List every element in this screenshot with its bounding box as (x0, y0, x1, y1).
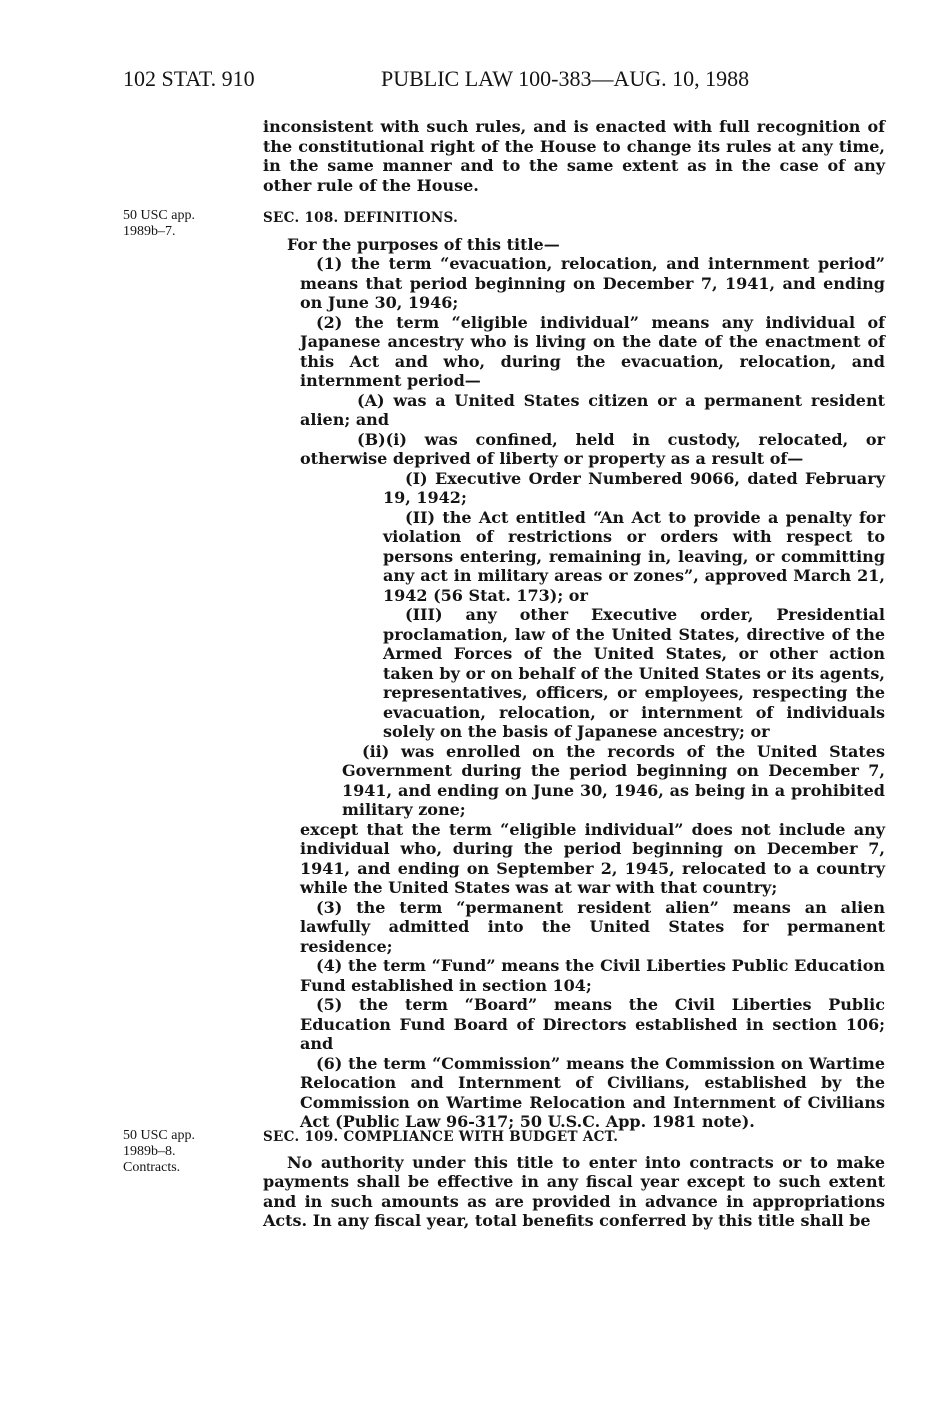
margin-note-line: 1989b–8. (123, 1144, 176, 1159)
definition-1: (1) the term “evacuation, relocation, and internment period” means that period beginning on December 7, 1941, and ending on June 30, 1946; (300, 254, 885, 312)
definition-2-B-ii: (ii) was enrolled on the records of the United States Government during the period beginning on December 7, 1941, and ending on June 30, 1946, as being in a prohibited military zone; (342, 741, 885, 819)
definition-2-A: (A) was a United States citizen or a permanent resident alien; and (300, 390, 885, 429)
definition-2-B-i: (B)(i) was confined, held in custody, relocated, or otherwise deprived of liberty or property as a result of— (300, 429, 885, 468)
intro-block (263, 117, 885, 195)
page-stat-citation: 102 STAT. 910 (123, 66, 255, 91)
section-108 (263, 209, 885, 1132)
margin-note-line: 50 USC app. (123, 1128, 195, 1143)
definition-2-B-i-III: (III) any other Executive order, Presidential proclamation, law of the United States, directive of the Armed Forces of the United States, or other action taken by or on behalf of the United States or its agents, representatives, officers, or employees, respecting the evacuation, relocation, or internment of individuals solely on the basis of Japanese ancestry; or (383, 605, 885, 741)
margin-note-line: 50 USC app. (123, 208, 195, 223)
margin-note-line: Contracts. (123, 1160, 181, 1175)
definition-6: (6) the term “Commission” means the Commission on Wartime Relocation and Internment of Civilians, established by the Commission on Wartime Relocation and Internment of Civilians Act (Public Law 96-317; 50 U.S.C. App. 1981 note). (300, 1053, 885, 1131)
definition-2-exception: except that the term “eligible individual” does not include any individual who, during the period beginning on December 7, 1941, and ending on September 2, 1945, relocated to a country while the United States was at war with that country; (300, 819, 885, 897)
margin-note-sec108 (123, 208, 195, 240)
section-109-text: No authority under this title to enter into contracts or to make payments shall be effective in any fiscal year except to such extent and in such amounts as are provided in advance in appropriations Acts. In any fiscal year, total benefits conferred by this title shall be (263, 1152, 885, 1230)
definition-2-B-i-II: (II) the Act entitled “An Act to provide a penalty for violation of restrictions or orders with respect to persons entering, remaining in, leaving, or committing any act in military areas or zones”, approved March 21, 1942 (56 Stat. 173); or (383, 507, 885, 605)
section-heading: SEC. 109. COMPLIANCE WITH BUDGET ACT. (263, 1129, 619, 1145)
definition-4: (4) the term “Fund” means the Civil Liberties Public Education Fund established in section 104; (300, 956, 885, 995)
definition-2-B-i-I: (I) Executive Order Numbered 9066, dated February 19, 1942; (383, 468, 885, 507)
definition-3: (3) the term “permanent resident alien” means an alien lawfully admitted into the United States for permanent residence; (300, 897, 885, 956)
definition-2: (2) the term “eligible individual” means any individual of Japanese ancestry who is living on the date of the enactment of this Act and who, during the evacuation, relocation, and internment period— (300, 312, 885, 390)
section-109 (263, 1128, 885, 1231)
margin-note-line: 1989b–7. (123, 224, 176, 239)
section-heading: SEC. 108. DEFINITIONS. (263, 210, 459, 226)
page-running-title: PUBLIC LAW 100-383—AUG. 10, 1988 (381, 66, 750, 91)
definition-5: (5) the term “Board” means the Civil Liberties Public Education Fund Board of Directors established in section 106; and (300, 995, 885, 1053)
intro-paragraph: inconsistent with such rules, and is enacted with full recognition of the constitutional right of the House to change its rules at any time, in the same manner and to the same extent as in the case of any other rule of the House. (263, 117, 885, 195)
margin-note-sec109 (123, 1128, 195, 1176)
section-lead: For the purposes of this title— (287, 234, 560, 254)
